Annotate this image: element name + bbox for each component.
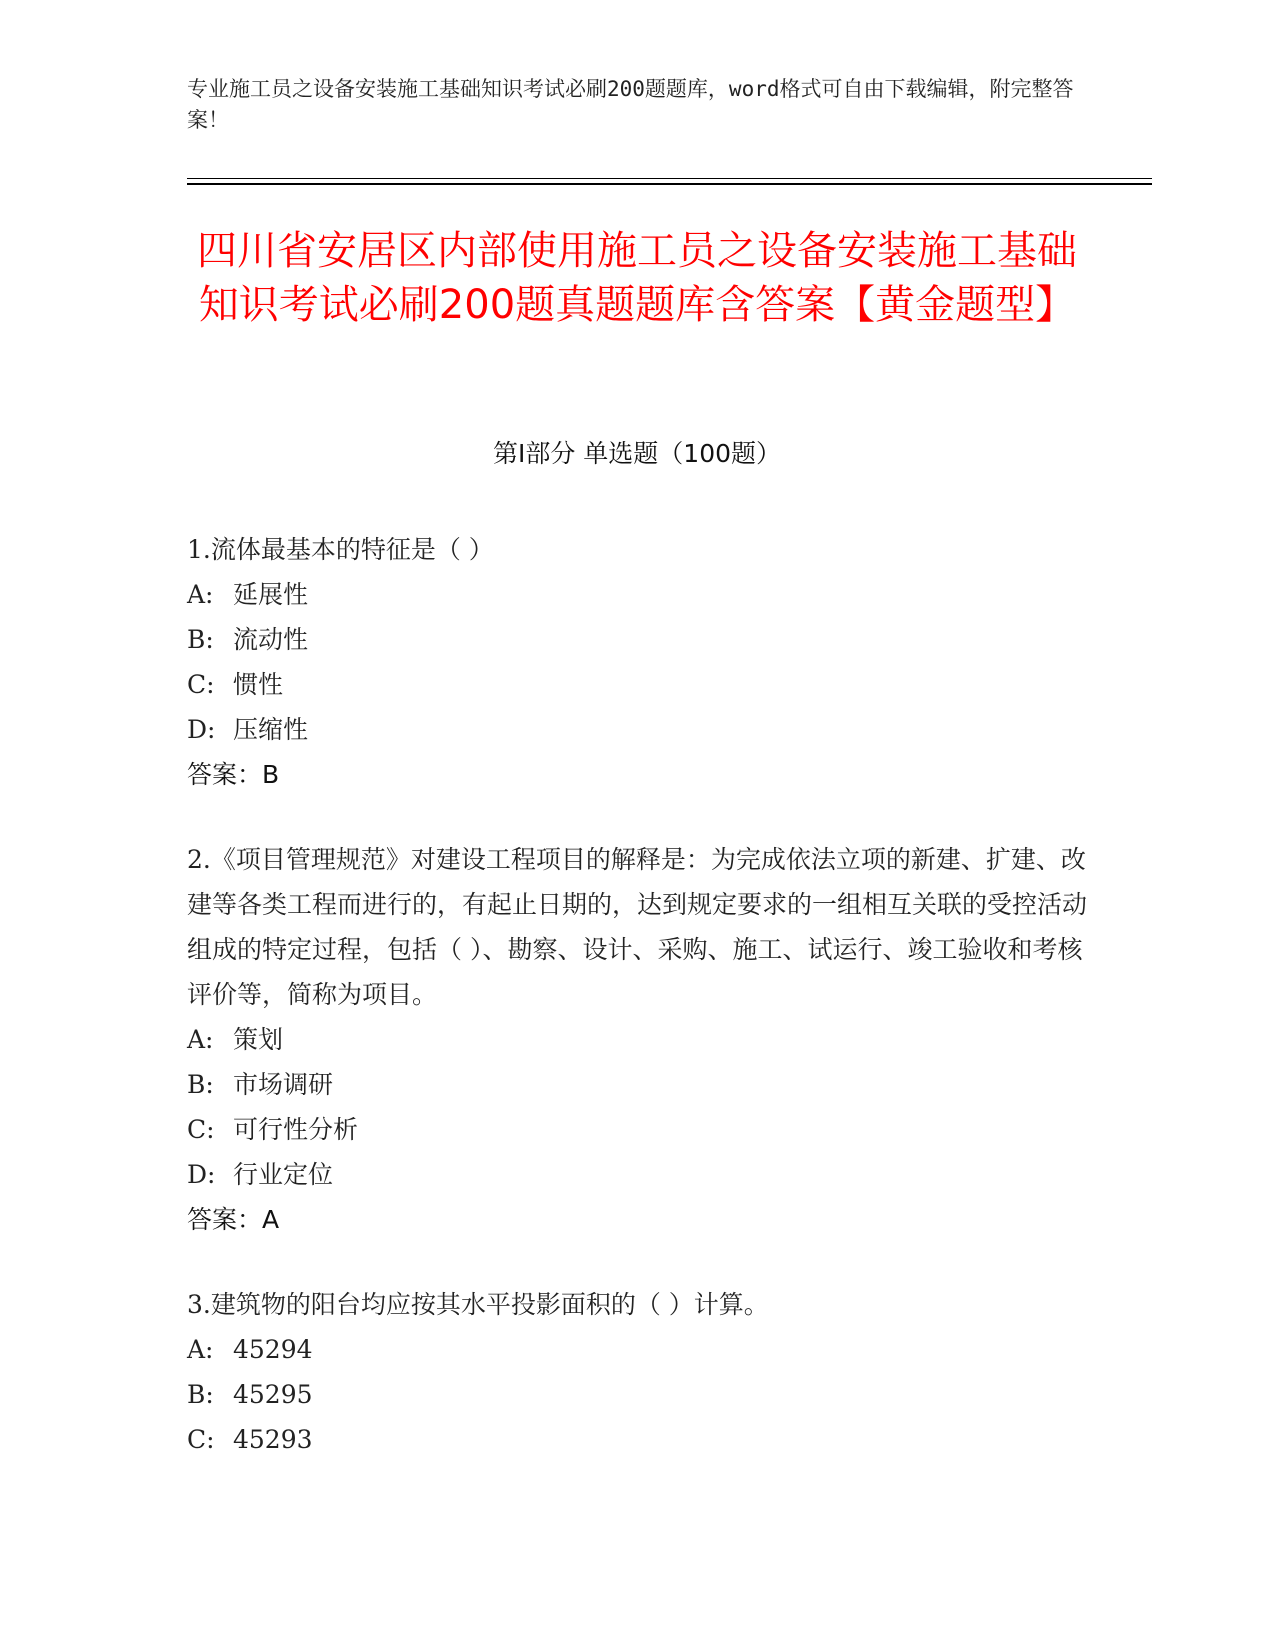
question-item xyxy=(187,527,1087,797)
option-letter: A: xyxy=(187,1025,214,1054)
option-letter: C: xyxy=(187,670,215,699)
question-list xyxy=(187,527,1087,1502)
question-answer: 答案：A xyxy=(187,1205,280,1234)
option-letter: A: xyxy=(187,580,214,609)
answer-option xyxy=(187,572,1087,617)
question-item xyxy=(187,1282,1087,1462)
answer-option xyxy=(187,662,1087,707)
option-letter: D: xyxy=(187,1160,216,1189)
answer-option xyxy=(187,1152,1087,1197)
answer-option xyxy=(187,1017,1087,1062)
answer-option xyxy=(187,1372,1087,1417)
option-text: 策划 xyxy=(233,1025,284,1054)
answer-option xyxy=(187,707,1087,752)
header-note: 专业施工员之设备安装施工基础知识考试必刷200题题库，word格式可自由下载编辑，附完整答案！ xyxy=(187,77,1074,132)
answer-option xyxy=(187,1107,1087,1152)
answer-option xyxy=(187,1417,1087,1462)
option-letter: B: xyxy=(187,625,214,654)
answer-option xyxy=(187,1062,1087,1107)
option-text: 45294 xyxy=(233,1335,313,1364)
option-text: 可行性分析 xyxy=(233,1115,359,1144)
document-title: 四川省安居区内部使用施工员之设备安装施工基础知识考试必刷200题真题题库含答案【黄金题型】 xyxy=(197,228,1077,328)
question-answer: 答案：B xyxy=(187,760,280,789)
option-text: 延展性 xyxy=(233,580,309,609)
option-text: 45293 xyxy=(233,1425,313,1454)
option-letter: B: xyxy=(187,1380,214,1409)
question-stem: 1.流体最基本的特征是（ ） xyxy=(187,535,494,564)
question-stem: 3.建筑物的阳台均应按其水平投影面积的（ ）计算。 xyxy=(187,1290,769,1319)
answer-option xyxy=(187,617,1087,662)
header-divider-thick xyxy=(187,183,1152,185)
option-text: 市场调研 xyxy=(233,1070,334,1099)
option-letter: B: xyxy=(187,1070,214,1099)
option-text: 压缩性 xyxy=(233,715,309,744)
header-divider-thin xyxy=(187,178,1152,179)
answer-option xyxy=(187,1327,1087,1372)
option-letter: D: xyxy=(187,715,216,744)
option-letter: A: xyxy=(187,1335,214,1364)
question-stem: 2.《项目管理规范》对建设工程项目的解释是：为完成依法立项的新建、扩建、改建等各类工程而进行的，有起止日期的，达到规定要求的一组相互关联的受控活动组成的特定过程，包括（ ）、勘察、设计、采购、施工、试运行、竣工验收和考核评价等，简称为项目。 xyxy=(187,845,1088,1009)
option-letter: C: xyxy=(187,1115,215,1144)
option-text: 惯性 xyxy=(233,670,284,699)
question-item xyxy=(187,837,1087,1242)
option-letter: C: xyxy=(187,1425,215,1454)
section-heading: 第Ⅰ部分 单选题（100题） xyxy=(492,439,782,468)
option-text: 45295 xyxy=(233,1380,313,1409)
option-text: 流动性 xyxy=(233,625,309,654)
option-text: 行业定位 xyxy=(233,1160,334,1189)
